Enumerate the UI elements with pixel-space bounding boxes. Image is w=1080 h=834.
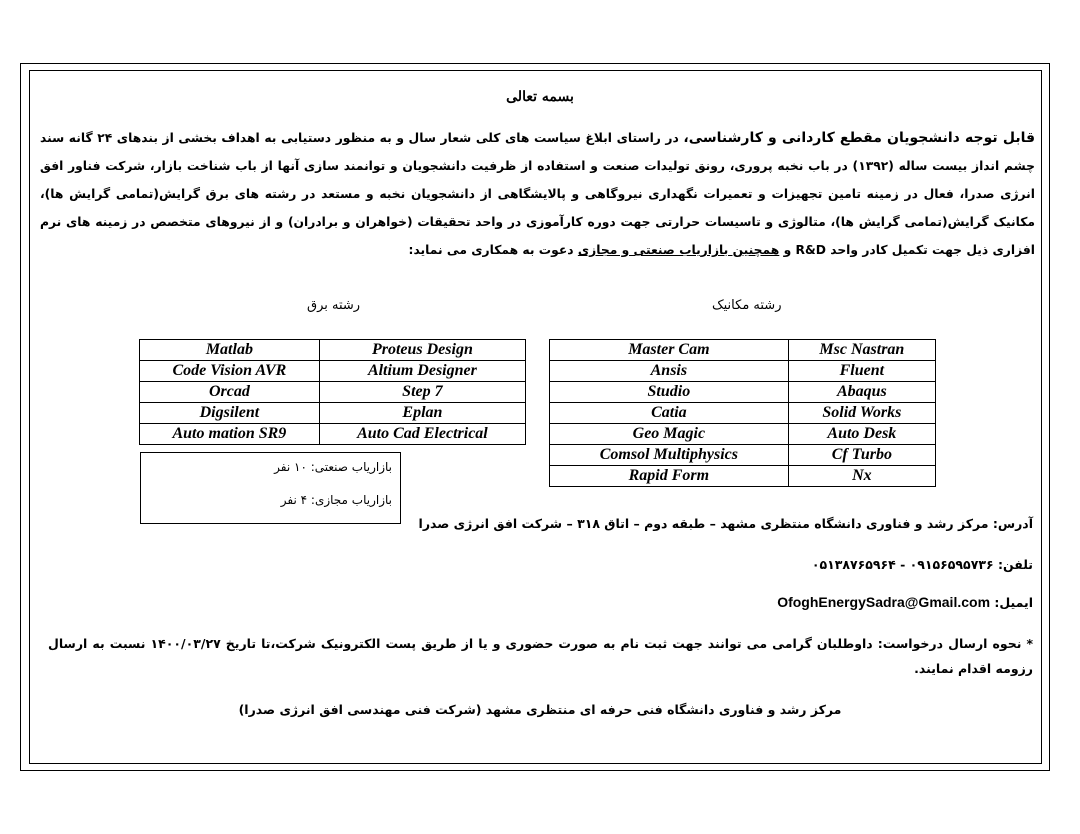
virtual-marketer-count: بازاریاب مجازی: ۴ نفر	[280, 493, 392, 507]
table-row	[550, 382, 936, 403]
software-name: Altium Designer	[319, 361, 525, 382]
intro-paragraph	[40, 124, 1035, 264]
software-name: Msc Nastran	[788, 340, 935, 361]
application-note: * نحوه ارسال درخواست: داوطلبان گرامی می توانند جهت ثبت نام به صورت حضوری و یا از طریق پست الکترونیک شرکت،تا تاریخ ۱۴۰۰/۰۳/۲۷ نسبت به ارسال رزومه اقدام نمایند.	[48, 636, 1034, 676]
phone-numbers: ۰۹۱۵۶۵۹۵۷۳۶ - ۰۵۱۳۸۷۶۵۹۶۴	[811, 557, 994, 572]
industrial-marketer-count: بازاریاب صنعتی: ۱۰ نفر	[274, 460, 392, 474]
phone-label: تلفن:	[997, 557, 1033, 572]
software-name: Master Cam	[550, 340, 789, 361]
marketers-box	[140, 452, 401, 524]
table-row	[550, 445, 936, 466]
table-row	[140, 403, 526, 424]
software-name: Rapid Form	[550, 466, 789, 487]
software-name: Digsilent	[140, 403, 320, 424]
intro-underlined: همچنین بازاریاب صنعتی و مجازی	[577, 243, 780, 257]
table-row	[140, 424, 526, 445]
table-row	[550, 466, 936, 487]
software-name: Step 7	[319, 382, 525, 403]
phone-line	[812, 557, 1033, 572]
email-label: ایمیل:	[994, 595, 1033, 610]
software-name: Nx	[788, 466, 935, 487]
software-name: Code Vision AVR	[140, 361, 320, 382]
software-name: Fluent	[788, 361, 935, 382]
mechanical-heading: رشته مکانیک	[712, 298, 782, 313]
software-name: Orcad	[140, 382, 320, 403]
email-line	[777, 594, 1033, 610]
electrical-heading: رشته برق	[307, 298, 361, 313]
electrical-software-table	[139, 339, 526, 445]
software-name: Solid Works	[788, 403, 935, 424]
email-address[interactable]: OfoghEnergySadra@Gmail.com	[777, 594, 991, 610]
document-title: بسمه تعالی	[506, 89, 574, 105]
software-name: Cf Turbo	[788, 445, 935, 466]
table-row	[550, 403, 936, 424]
intro-body: در راستای ابلاغ سیاست های کلی شعار سال و به منظور دستیابی به اهداف بخشی از بندهای ۲۴ گانه سند چشم انداز بیست ساله (۱۳۹۲) در باب نخبه پروری، رونق تولیدات صنعت و استفاده از ظرفیت دانشجویان و توانمند سازی آنها از باب شناخت بازار، شرکت فناور افق انرژی صدرا، فعال در زمینه تامین تجهیزات و تعمیرات نگهداری نیروگاهی و پالایشگاهی از دانشجویان نخبه و مستعد در رشته های برق گرایش(تمامی گرایش ها)، مکانیک گرایش(تمامی گرایش ها)، متالوژی و تاسیسات حرارتی جهت دوره کارآموزی در واحد تحقیقات (خواهران و برادران) و از نیروهای متخصص در زمینه های نرم افزاری ذیل جهت تکمیل کادر واحد	[40, 131, 1035, 257]
software-name: Auto mation SR9	[140, 424, 320, 445]
software-name: Abaqus	[788, 382, 935, 403]
intro-lead: قابل توجه دانشجویان مقطع کاردانی و کارشناسی،	[683, 130, 1035, 146]
table-row	[140, 361, 526, 382]
software-name: Geo Magic	[550, 424, 789, 445]
software-name: Comsol Multiphysics	[550, 445, 789, 466]
table-row	[140, 340, 526, 361]
table-row	[550, 361, 936, 382]
software-name: Studio	[550, 382, 789, 403]
software-name: Catia	[550, 403, 789, 424]
mechanical-software-table	[549, 339, 936, 487]
intro-and: و	[779, 243, 796, 257]
table-row	[550, 424, 936, 445]
address-line: آدرس: مرکز رشد و فناوری دانشگاه منتظری مشهد – طبقه دوم – اتاق ۳۱۸ – شرکت افق انرژی صدرا	[418, 516, 1033, 531]
software-name: Auto Desk	[788, 424, 935, 445]
intro-rnd: R&D	[795, 243, 826, 257]
software-name: Ansis	[550, 361, 789, 382]
intro-end: دعوت به همکاری می نماید:	[408, 243, 578, 257]
software-name: Proteus Design	[319, 340, 525, 361]
footer-organization: مرکز رشد و فناوری دانشگاه فنی حرفه ای منتظری مشهد (شرکت فنی مهندسی افق انرژی صدرا)	[238, 702, 842, 717]
software-name: Auto Cad Electrical	[319, 424, 525, 445]
software-name: Matlab	[140, 340, 320, 361]
software-name: Eplan	[319, 403, 525, 424]
table-row	[550, 340, 936, 361]
table-row	[140, 382, 526, 403]
